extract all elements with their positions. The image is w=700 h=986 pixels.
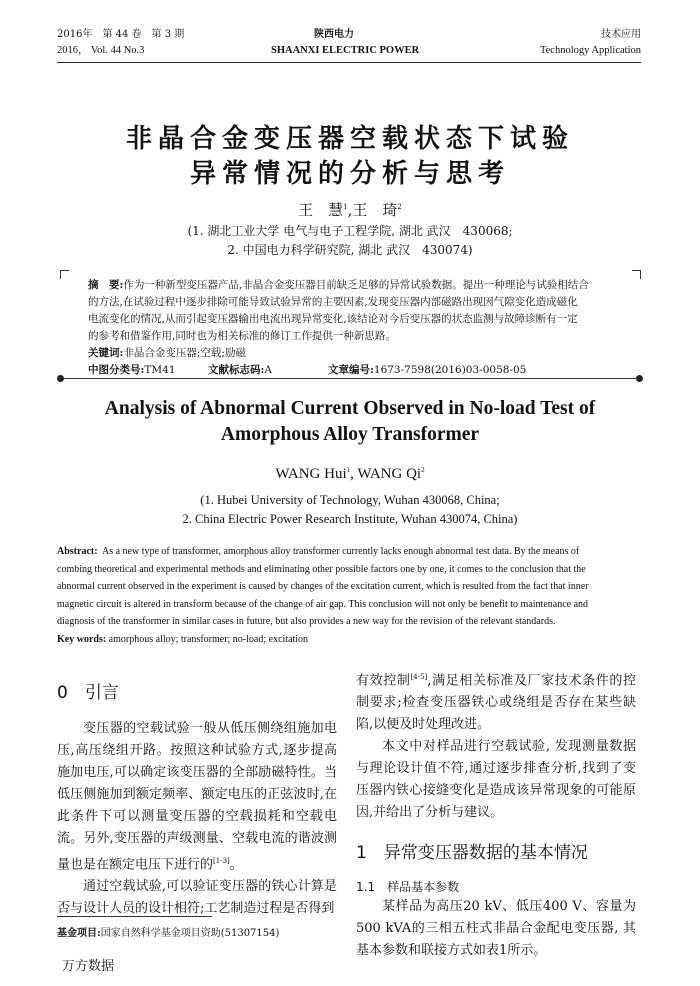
abstract-cn-line-4: 的参考和借鉴作用,同时也为相关标准的修订工作提供一种新思路。 — [88, 330, 396, 342]
affiliation-cn-1: (1. 湖北工业大学 电气与电子工程学院, 湖北 武汉 430068; — [187, 224, 513, 238]
section-1-1-heading: 1.1 样品基本参数 — [356, 880, 460, 895]
citation-4-5: [4-5] — [410, 673, 428, 681]
doc-code: A — [264, 364, 272, 376]
abstract-cn-line-2: 的方法,在试验过程中逐步排除可能导致试验异常的主要因素,发现变压器内部磁路出现因气隙变化造成磁化 — [88, 296, 578, 308]
title-en-line-1: Analysis of Abnormal Current Observed in No-load Test of — [104, 398, 596, 419]
footnote — [57, 924, 279, 939]
article-number-label: 文章编号: — [328, 364, 374, 376]
box-corner-tl — [60, 270, 69, 279]
author-1-affil-mark: 1 — [343, 203, 348, 211]
abstract-cn — [88, 277, 612, 379]
right-paragraph-1-text: ,满足相关标准及厂家技术条件的控制要求;检查变压器铁心或绕组是否存在某些缺陷,以便及时处理改进。 — [356, 673, 636, 733]
affiliation-en-1: (1. Hubei University of Technology, Wuhan 430068, China; — [200, 493, 500, 507]
authors-cn — [0, 199, 700, 220]
author-2-en: WANG Qi — [357, 466, 422, 482]
box-dot-right — [636, 375, 643, 382]
author-separator: , — [347, 201, 353, 219]
affiliation-cn-2: 2. 中国电力科学研究院, 湖北 武汉 430074) — [227, 243, 473, 257]
article-number: 1673-7598(2016)03-0058-05 — [373, 364, 527, 376]
section-0-paragraph-2: 通过空载试验,可以验证变压器的铁心计算是否与设计人员的设计相符;工艺制造过程是否得到 — [57, 879, 337, 917]
author-en-separator: , — [350, 466, 358, 482]
section-0-paragraph-1-text: 变压器的空载试验一般从低压侧绕组施加电压,高压绕组开路。按照这种试验方式,逐步提高施加电压,可以确定该变压器的全部励磁特性。当低压侧施加到额定频率、额定电压的正弦波时,在此条件下可以测量变压器的空载损耗和空载电流。另外,变压器的声级测量、空载电流的谐波测量也是在额定电压下进行的 — [57, 721, 337, 873]
abstract-cn-line-1: 作为一种新型变压器产品,非晶合金变压器目前缺乏足够的异常试验数据。提出一种理论与试验相结合 — [123, 279, 589, 291]
abstract-en — [57, 543, 641, 648]
author-1-en-affil-mark: 1 — [346, 466, 351, 474]
right-paragraph-1-start: 有效控制 — [356, 673, 411, 689]
affiliation-en-2: 2. China Electric Power Research Institute, Wuhan 430074, China) — [182, 512, 518, 526]
column-name-cn: 技术应用 — [601, 29, 641, 40]
section-0-paragraph-1-end: 。 — [229, 857, 243, 873]
abstract-en-line-3: abnormal current observed in the experiment is caused by changes of the excitation current, which is resulted from the fact that inner — [57, 581, 589, 592]
section-0-paragraph-1 — [57, 718, 337, 876]
box-dot-left — [57, 375, 64, 382]
doc-code-label: 文献标志码: — [208, 364, 265, 376]
journal-issue: 2016年 第 44 卷 第 3 期 — [57, 29, 185, 40]
footnote-label: 基金项目: — [57, 928, 101, 939]
abstract-en-line-5: diagnosis of the transformer in similar cases in future, but also provides a new way for the revision of the relevant standards. — [57, 616, 556, 627]
title-cn-line-2: 异常情况的分析与思考 — [189, 159, 510, 189]
right-paragraph-1 — [356, 666, 636, 736]
box-corner-tr — [632, 270, 641, 279]
citation-1-3: [1-3] — [213, 857, 230, 865]
author-1-en: WANG Hui — [275, 466, 347, 482]
footnote-text: 国家自然科学基金项目资助(51307154) — [100, 928, 280, 939]
footnote-rule — [57, 916, 212, 917]
clc-label: 中图分类号: — [88, 364, 145, 376]
abstract-cn-line-3: 电流变化的情况,从而引起变压器输出电流出现异常变化,该结论对今后变压器的状态监测与故障诊断有一定 — [88, 313, 578, 325]
author-2-affil-mark: 2 — [397, 203, 402, 211]
clc-number: TM41 — [144, 364, 176, 376]
column-name-en: Technology Application — [539, 45, 641, 56]
authors-en — [0, 466, 700, 483]
author-2-cn: 王 琦 — [352, 201, 398, 219]
journal-name-cn: 陕西电力 — [314, 29, 354, 40]
author-2-en-affil-mark: 2 — [421, 466, 425, 474]
right-paragraph-2: 本文中对样品进行空载试验, 发现测量数据与理论设计值不符,通过逐步排查分析,找到了变压器内铁心接缝变化是造成该异常现象的可能原因,并给出了分析与建议。 — [356, 739, 636, 821]
watermark-text: 万方数据 — [62, 959, 115, 974]
keywords-cn-label: 关键词: — [88, 347, 124, 359]
abstract-en-line-4: magnetic circuit is altered in transform because of the change of air gap. This conclusion will not only be benefit to maintenance and — [57, 598, 589, 610]
keywords-en-label: Key words: — [57, 633, 107, 645]
abstract-en-line-1: As a new type of transformer, amorphous alloy transformer currently lacks enough abnormal test data. By the means of — [102, 546, 580, 557]
author-1-cn: 王 慧 — [298, 201, 344, 219]
journal-name-en: SHAANXI ELECTRIC POWER — [271, 45, 420, 56]
keywords-en: amorphous alloy; transformer; no-load; excitation — [108, 633, 309, 645]
right-paragraph-3: 某样品为高压20 kV、低压400 V、容量为500 kVA的三相五柱式非晶合金配电变压器, 其基本参数和联接方式如表1所示。 — [356, 899, 636, 959]
abstract-en-label: Abstract: — [57, 546, 98, 557]
journal-volume: 2016， Vol. 44 No.3 — [57, 45, 145, 56]
header-rule — [57, 62, 641, 63]
title-cn-line-1: 非晶合金变压器空载状态下试验 — [125, 124, 574, 154]
left-column — [57, 682, 337, 920]
section-0-heading: 0 引言 — [57, 683, 119, 703]
right-column — [356, 666, 636, 962]
section-1-heading: 1 异常变压器数据的基本情况 — [356, 843, 588, 864]
title-en-line-2: Amorphous Alloy Transformer — [220, 424, 480, 445]
keywords-cn: 非晶合金变压器;空载;励磁 — [123, 347, 246, 359]
abstract-cn-label: 摘 要: — [88, 279, 124, 291]
abstract-en-line-2: combing theoretical and experimental methods and eliminating other possible factors one by one, it comes to the conclusion that the — [57, 563, 586, 575]
